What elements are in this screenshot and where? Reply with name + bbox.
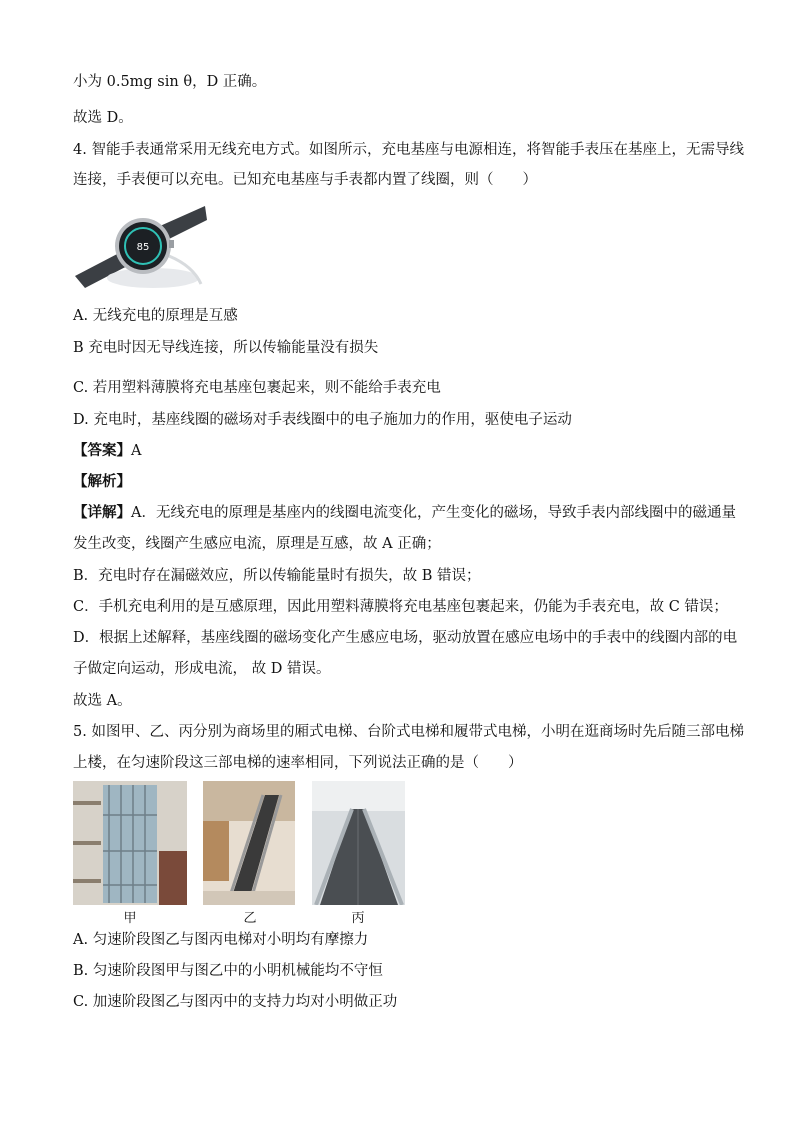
option-5-b: B. 匀速阶段图甲与图乙中的小明机械能均不守恒 (73, 963, 383, 979)
option-4-c: C. 若用塑料薄膜将充电基座包裹起来，则不能给手表充电 (73, 380, 441, 396)
line-conclusion-1: 小为 0.5mg sin θ，D 正确。 (73, 74, 267, 90)
analysis-tag: 【解析】 (73, 473, 131, 490)
detail-line-3: B．充电时存在漏磁效应，所以传输能量时有损失，故 B 错误； (73, 568, 481, 584)
caption-yi: 乙 (243, 911, 257, 926)
answer-tag: 【答案】 (73, 442, 131, 459)
detail-line-5: D．根据上述解释，基座线圈的磁场变化产生感应电场，驱动放置在感应电场中的手表中的线圈内部的电 (73, 630, 738, 646)
option-5-c: C. 加速阶段图乙与图丙中的支持力均对小明做正功 (73, 994, 398, 1010)
question-4-stem-1: 4. 智能手表通常采用无线充电方式。如图所示，充电基座与电源相连，将智能手表压在基座上，无需导线 (73, 142, 744, 158)
detail-line-2: 发生改变，线圈产生感应电流，原理是互感，故 A 正确； (73, 536, 441, 552)
option-5-a: A. 匀速阶段图乙与图丙电梯对小明均有摩擦力 (73, 932, 369, 948)
moving-walkway-image (312, 781, 405, 905)
answer-line (73, 441, 141, 461)
question-4-stem-2: 连接，手表便可以充电。已知充电基座与手表都内置了线圈，则（ ） (73, 172, 537, 188)
answer-value: A (131, 443, 142, 459)
caption-bing: 丙 (351, 911, 365, 926)
detail-text-1: A．无线充电的原理是基座内的线圈电流变化，产生变化的磁场，导致手表内部线圈中的磁通量 (131, 505, 736, 521)
option-4-a: A. 无线充电的原理是互感 (73, 308, 238, 324)
detail-tag: 【详解】 (73, 504, 131, 521)
step-escalator-image (203, 781, 295, 905)
question-5-stem-1: 5. 如图甲、乙、丙分别为商场里的厢式电梯、台阶式电梯和履带式电梯，小明在逛商场时先后随三部电梯 (73, 724, 744, 740)
option-4-b: B 充电时因无导线连接，所以传输能量没有损失 (73, 340, 379, 356)
detail-line-1 (73, 503, 736, 523)
detail-line-7: 故选 A。 (73, 693, 132, 709)
detail-line-6: 子做定向运动，形成电流， 故 D 错误。 (73, 661, 331, 677)
box-elevator-image (73, 781, 187, 905)
smartwatch-charger-image (73, 200, 207, 292)
svg-text:85: 85 (136, 242, 150, 253)
detail-line-4: C．手机充电利用的是互感原理，因此用塑料薄膜将充电基座包裹起来，仍能为手表充电，故 C 错误； (73, 599, 728, 615)
option-4-d: D. 充电时，基座线圈的磁场对手表线圈中的电子施加力的作用，驱使电子运动 (73, 412, 572, 428)
caption-jia: 甲 (123, 911, 137, 926)
question-5-stem-2: 上楼，在匀速阶段这三部电梯的速率相同，下列说法正确的是（ ） (73, 755, 523, 771)
line-conclusion-2: 故选 D。 (73, 110, 133, 126)
